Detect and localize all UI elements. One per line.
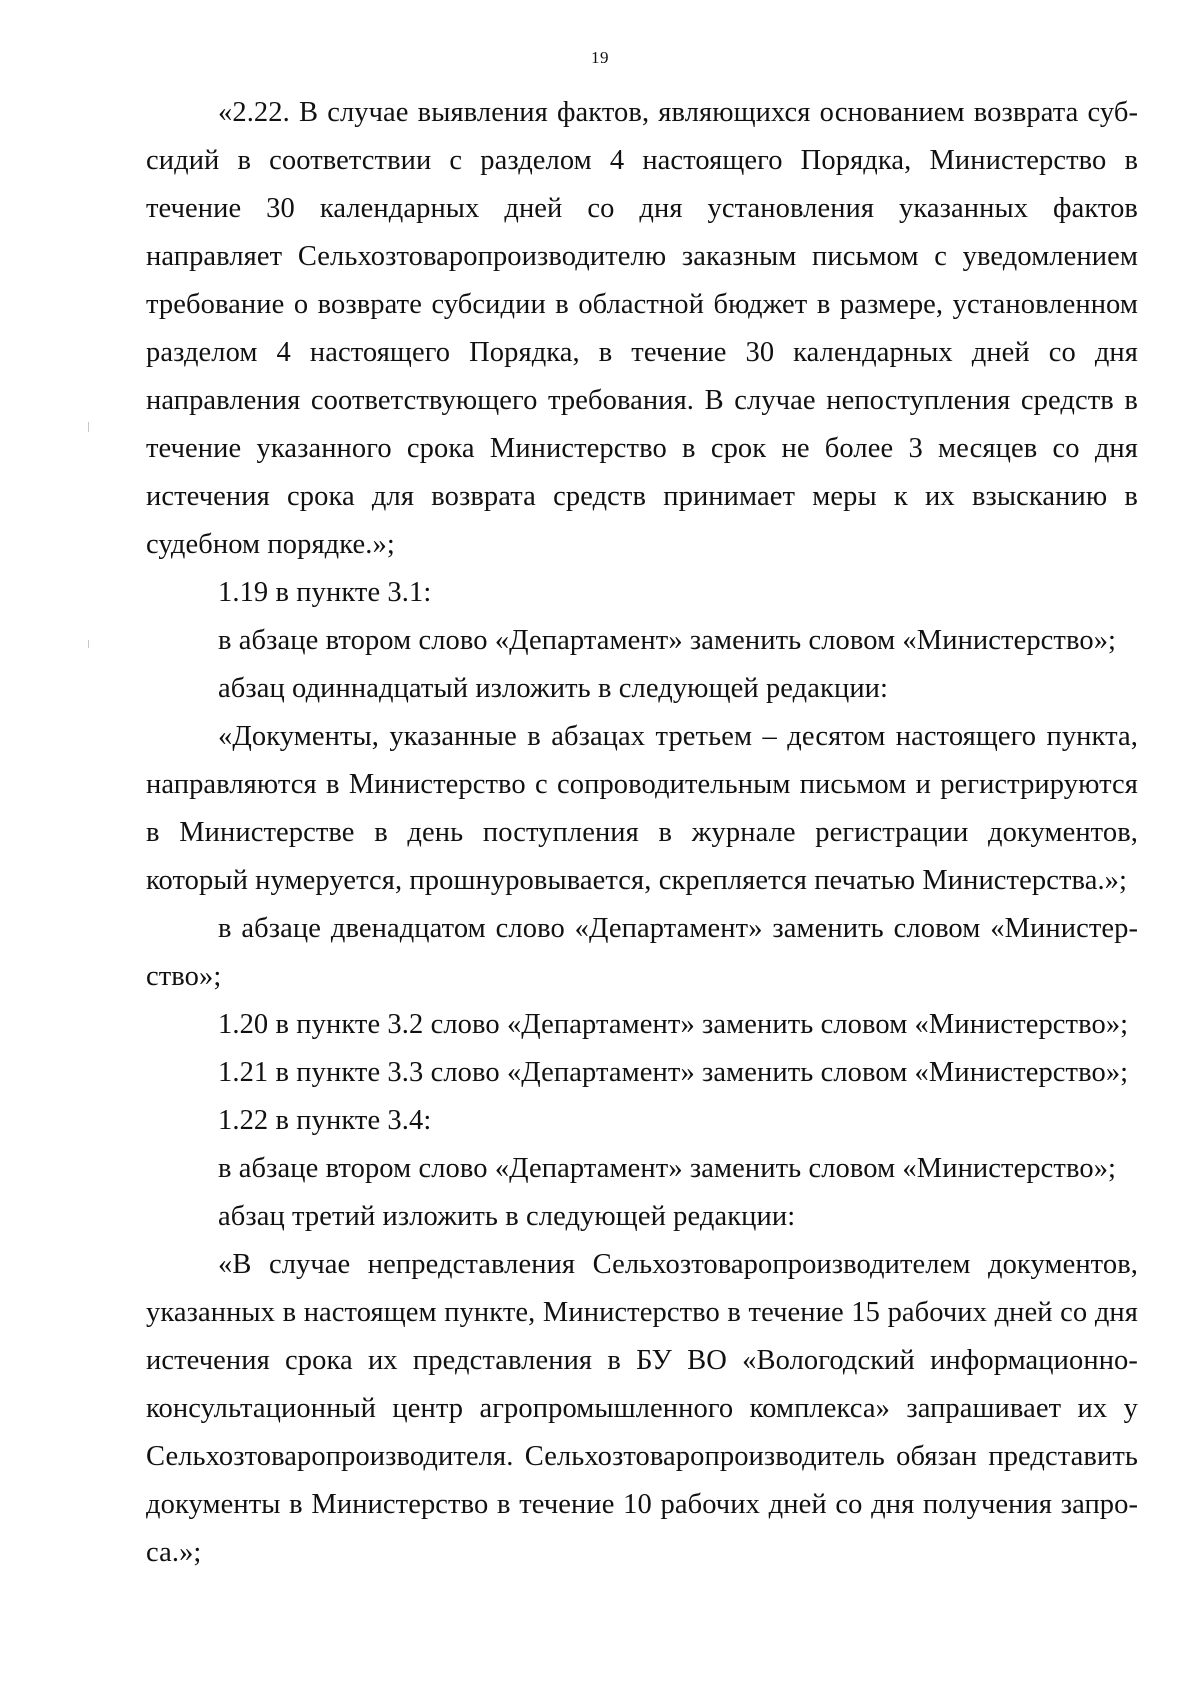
paragraph-1-21: 1.21 в пункте 3.3 слово «Департамент» заменить словом «Министерство»; (218, 1057, 1129, 1088)
paragraph-1-20: 1.20 в пункте 3.2 слово «Департамент» заменить словом «Министерство»; (218, 1009, 1129, 1040)
document-body (146, 89, 1138, 1577)
paragraph-documents-quote: «Документы, указанные в абзацах третьем – десятом настоящего пункта, направляются в Министерство с сопроводительным письмом и регистрируются в Министерстве в день поступления в журнале регистрации документов, который нумеруется, прошнуровывается, скрепляется печатью Министерства.»; (146, 721, 1138, 896)
paragraph-1-19-abzac-11: абзац одиннадцатый изложить в следующей редакции: (218, 673, 889, 704)
paragraph-1-19: 1.19 в пункте 3.1: (218, 577, 432, 608)
scan-mark (88, 640, 89, 648)
paragraph-nonsubmission-quote: «В случае непредставления Сельхозтоваропроизводителем документов, указанных в настоящем пункте, Министерство в течение 15 рабочих дней со дня истечения срока их представления в БУ ВО «Вологодский информационно-консультационный центр агропромышленного комплекса» запрашивает их у Сельхозтоваропроизводителя. Сельхозтоваропроизводитель обязан представить документы в Министерство в течение 10 рабочих дней со дня получения запроса.»; (146, 1249, 1138, 1568)
paragraph-2-22: «2.22. В случае выявления фактов, являющихся основанием возврата субсидий в соответствии с разделом 4 настоящего Порядка, Министерство в течение 30 календарных дней со дня установления указанных фактов направляет Сельхозтоваропроизводителю заказным письмом с уведомлением требование о возврате субсидии в областной бюджет в размере, установленном разделом 4 настоящего Порядка, в течение 30 календарных дней со дня направления соответствующего требования. В случае непоступления средств в течение указанного срока Министерство в срок не более 3 месяцев со дня истечения срока для возврата средств принимает меры к их взысканию в судебном порядке.»; (146, 97, 1138, 560)
paragraph-1-19-abzac-12: в абзаце двенадцатом слово «Департамент» заменить словом «Министерство»; (146, 913, 1138, 992)
page-number: 19 (591, 48, 609, 67)
paragraph-1-22-abzac-3: абзац третий изложить в следующей редакции: (218, 1201, 796, 1232)
paragraph-1-19-abzac-2: в абзаце втором слово «Департамент» заменить словом «Министерство»; (218, 625, 1117, 656)
paragraph-1-22-abzac-2: в абзаце втором слово «Департамент» заменить словом «Министерство»; (218, 1153, 1117, 1184)
scan-mark (88, 422, 89, 432)
paragraph-1-22: 1.22 в пункте 3.4: (218, 1105, 432, 1136)
